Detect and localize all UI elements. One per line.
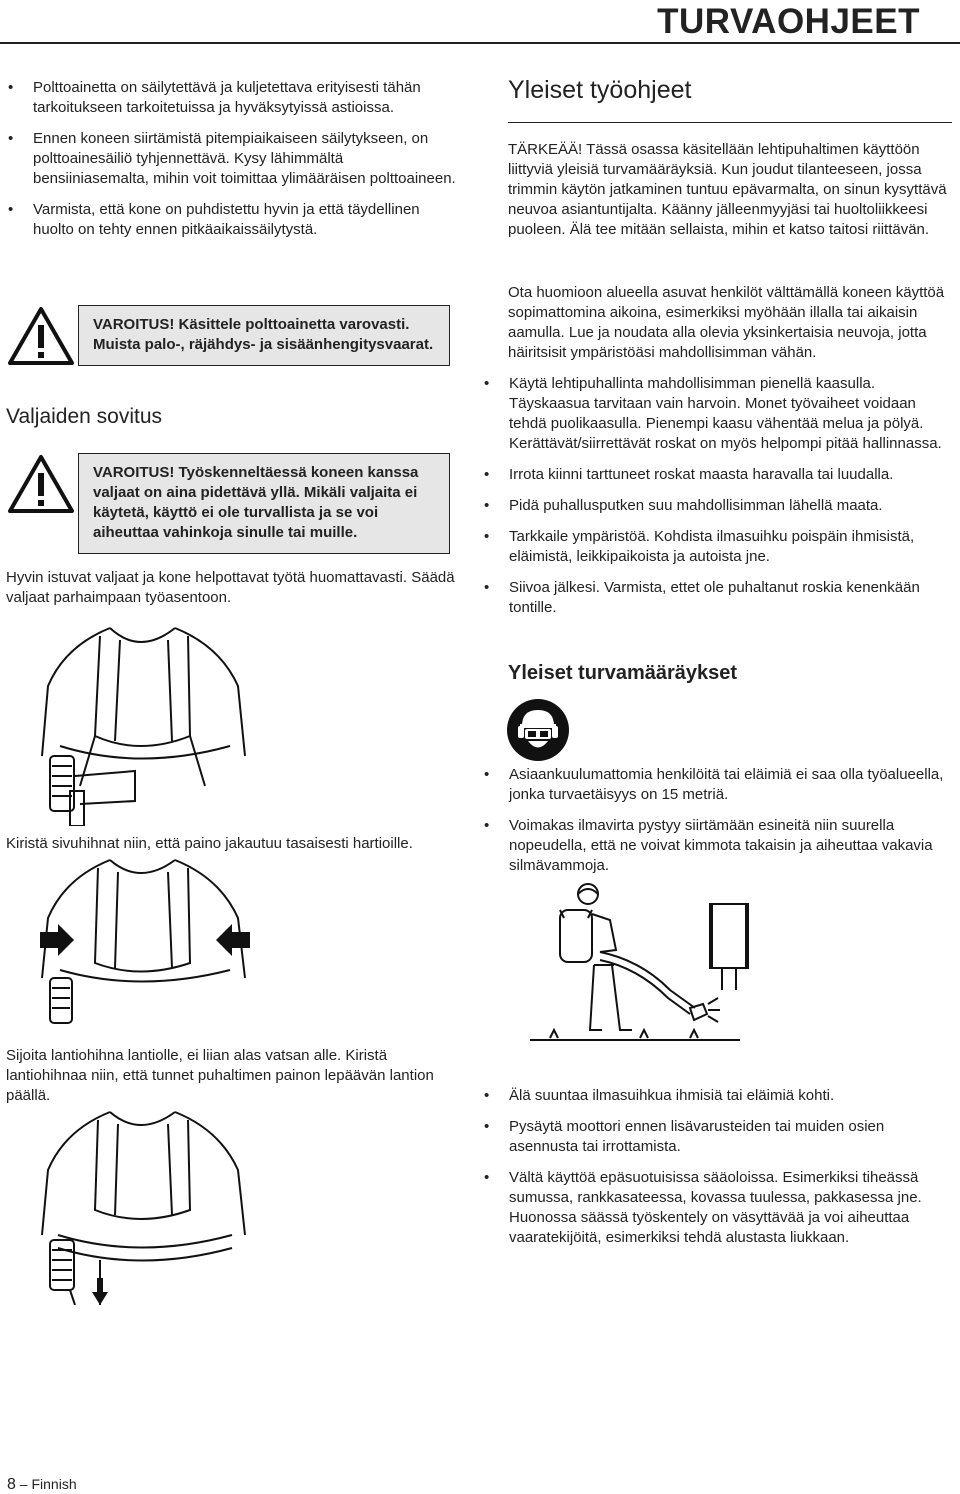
list-item: • Ennen koneen siirtämistä pitempiaikaiseen säilytykseen, on polttoainesäiliö tyhjennettävä. Kysy lähimmältä bensiiniasemalta, mihin voit toimittaa ylimääräisen polttoaineen. <box>6 129 456 189</box>
footer-dash: – <box>19 1476 28 1492</box>
blow-bullets <box>482 1086 952 1259</box>
harness-intro: Hyvin istuvat valjaat ja kone helpottavat työtä huomattavasti. Säädä valjaat parhaimpaan työasentoon. <box>6 569 455 606</box>
harness-warning <box>8 453 450 554</box>
list-item: • Asiaankuulumattomia henkilöitä tai eläimiä ei saa olla työalueella, jonka turvaetäisyys on 15 metriä. <box>482 765 952 805</box>
list-item: • Varmista, että kone on puhdistettu hyvin ja että täydellinen huolto on tehty ennen pitkäaikaissäilytystä. <box>6 200 456 240</box>
list-item: • Vältä käyttöä epäsuotuisissa sääoloissa. Esimerkiksi tiheässä sumussa, rankkasateessa, kovassa tuulessa, pakkasessa jne. Huonossa säässä työskentely on väsyttävää ja voi aiheuttaa vaaratekijöitä, esimerkiksi tehdä alustasta liukkaan. <box>482 1168 952 1248</box>
storage-bullets <box>6 78 456 251</box>
warning-text: VAROITUS! Käsittele polttoainetta varovasti. Muista palo-, räjähdys- ja sisäänhengitysvaarat. <box>78 305 450 366</box>
safety-rules-heading: Yleiset turvamääräykset <box>508 662 738 684</box>
header-rule <box>0 42 960 44</box>
caption-shoulder-straps: Kiristä sivuhihnat niin, että paino jakautuu tasaisesti hartioille. <box>6 835 413 852</box>
list-item: • Pysäytä moottori ennen lisävarusteiden tai muiden osien asennusta tai irrottamista. <box>482 1117 952 1157</box>
list-item: • Irrota kiinni tarttuneet roskat maasta haravalla tai luudalla. <box>482 465 952 485</box>
caption-hip-belt: Sijoita lantiohihna lantiolle, ei liian alas vatsan alle. Kiristä lantiohihnaa niin, että tunnet puhaltimen painon lepäävän lantion päällä. <box>6 1047 434 1104</box>
harness-illustration-shoulders <box>40 626 250 826</box>
warning-text: VAROITUS! Työskenneltäessä koneen kanssa valjaat on aina pidettävä yllä. Mikäli valjaita ei käytetä, käyttö ei ole turvallista ja se voi aiheuttaa vahinkoja sinulle tai muille. <box>78 453 450 554</box>
footer-language: Finnish <box>31 1476 77 1492</box>
harness-heading: Valjaiden sovitus <box>6 405 163 428</box>
section-rule <box>508 122 952 123</box>
work-bullets <box>482 374 952 629</box>
list-item: • Tarkkaile ympäristöä. Kohdista ilmasuihku poispäin ihmisistä, eläimistä, leikkipaikoista ja autoista jne. <box>482 527 952 567</box>
protective-equipment-icon <box>506 698 570 762</box>
harness-illustration-hip-belt <box>40 1110 250 1305</box>
page-title: TURVAOHJEET <box>657 2 920 41</box>
neighbours-note: Ota huomioon alueella asuvat henkilöt välttämällä koneen käyttöä sopimattomina aikoina, esimerkiksi myöhään illalla tai aikaisin aamulla. Lue ja noudata alla olevia yksinkertaisia neuvoja, jotta häiritsisit ympäristöäsi mahdollisimman vähän. <box>508 284 945 361</box>
warning-triangle-icon <box>8 305 78 367</box>
harness-illustration-side-straps <box>40 858 250 1028</box>
work-instructions-heading: Yleiset työohjeet <box>508 76 692 104</box>
blower-operator-illustration <box>520 880 750 1060</box>
warning-triangle-icon <box>8 453 78 515</box>
safety-bullets <box>482 765 952 887</box>
fuel-warning <box>8 305 450 367</box>
page-footer <box>7 1476 77 1494</box>
list-item: • Polttoainetta on säilytettävä ja kuljetettava erityisesti tähän tarkoitukseen tarkoitetuissa ja hyväksytyissä astioissa. <box>6 78 456 118</box>
important-note: TÄRKEÄÄ! Tässä osassa käsitellään lehtipuhaltimen käyttöön liittyviä yleisiä turvamääräyksiä. Kun joudut tilanteeseen, jossa trimmin käytön jatkaminen tuntuu epävarmalta, on sinun kysyttävä neuvoa asiantuntijalta. Käänny jälleenmyyjäsi tai huoltoliikkeesi puoleen. Älä tee mitään sellaista, mihin et katso taitosi riittävän. <box>508 141 947 238</box>
list-item: • Käytä lehtipuhallinta mahdollisimman pienellä kaasulla. Täyskaasua tarvitaan vain harvoin. Monet työvaiheet voidaan tehdä puolikaasulla. Pienempi kaasu vähentää melua ja pölyä. Kerättävät/siirrettävät roskat on myös helpompi pitää hallinnassa. <box>482 374 952 454</box>
list-item: • Älä suuntaa ilmasuihkua ihmisiä tai eläimiä kohti. <box>482 1086 952 1106</box>
page-number: 8 <box>7 1476 16 1493</box>
list-item: • Siivoa jälkesi. Varmista, ettet ole puhaltanut roskia kenenkään tontille. <box>482 578 952 618</box>
list-item: • Pidä puhallusputken suu mahdollisimman lähellä maata. <box>482 496 952 516</box>
list-item: • Voimakas ilmavirta pystyy siirtämään esineitä niin suurella nopeudella, että ne voivat kimmota takaisin ja aiheuttaa vakavia silmävammoja. <box>482 816 952 876</box>
